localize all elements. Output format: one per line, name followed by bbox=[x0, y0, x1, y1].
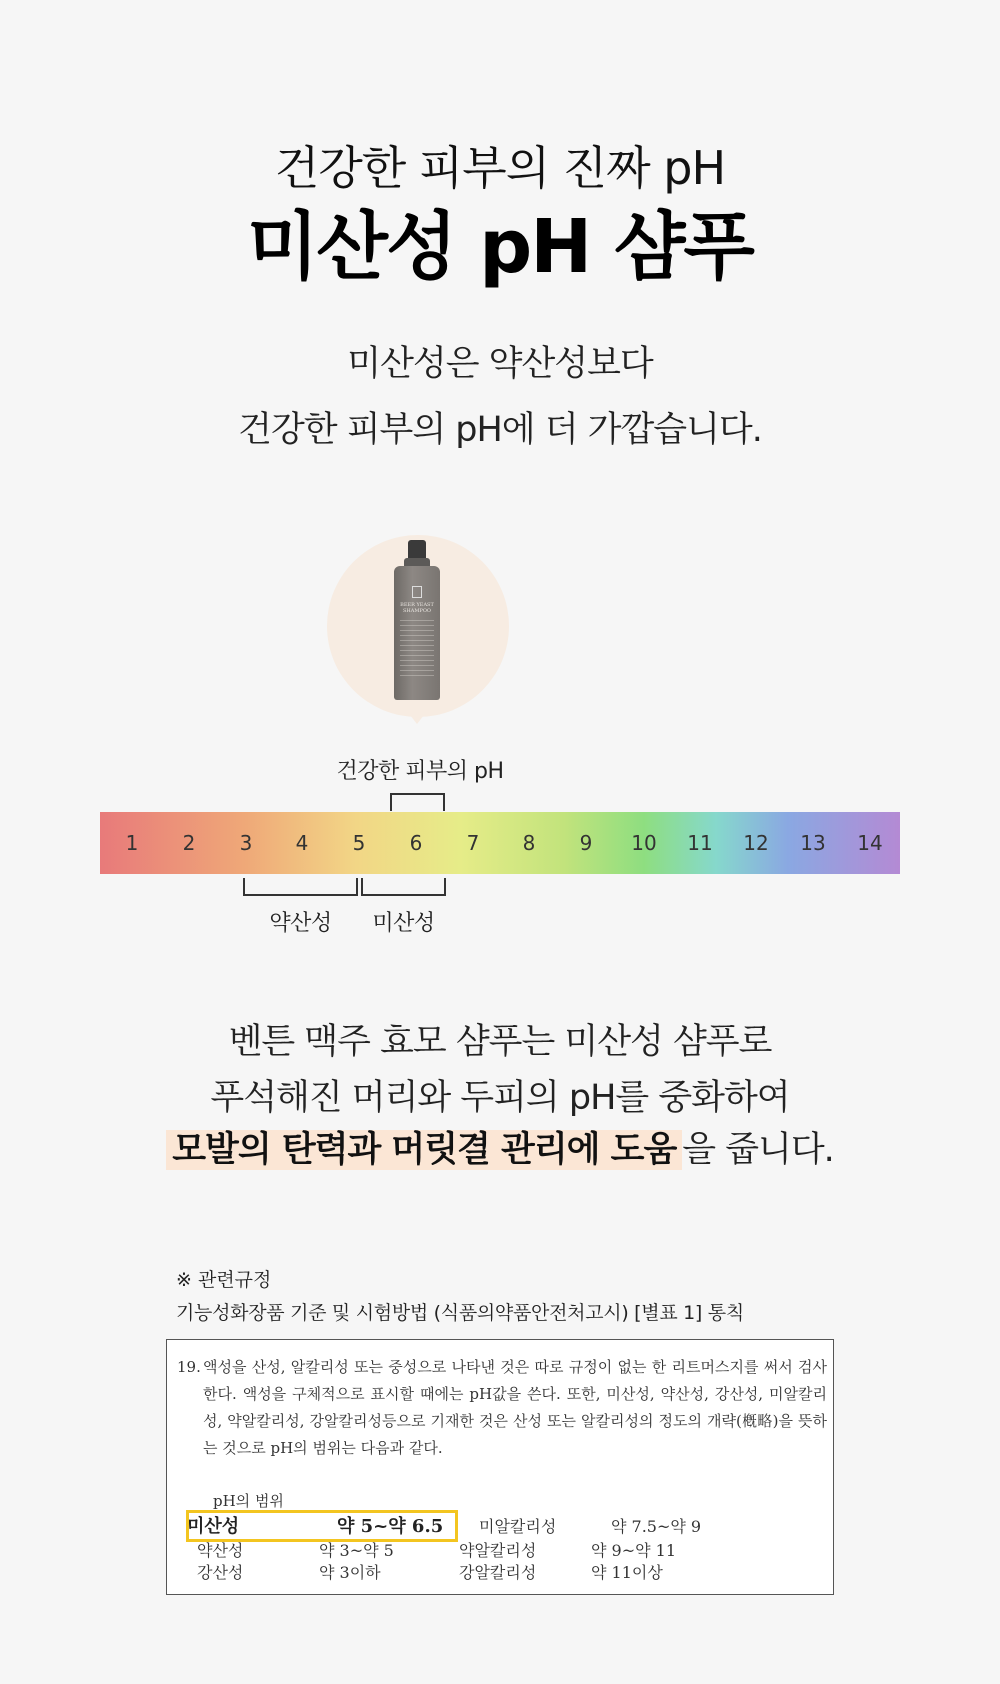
regulation-title: ※ 관련규정 bbox=[176, 1269, 272, 1291]
bottle-label: BEER YEAST SHAMPOO bbox=[400, 602, 434, 614]
acid-type: 강산성 bbox=[197, 1563, 244, 1582]
alkali-range: 약 9~약 11 bbox=[591, 1541, 677, 1560]
ph-range-row bbox=[187, 1562, 827, 1584]
ph-scale-number-6: 6 bbox=[409, 831, 423, 855]
page-subtitle: 건강한 피부의 진짜 pH bbox=[274, 141, 726, 195]
healthy-skin-bracket bbox=[390, 793, 445, 811]
regulation-paragraph bbox=[177, 1354, 827, 1462]
ph-scale-number-8: 8 bbox=[522, 831, 536, 855]
alkali-type: 약알칼리성 bbox=[459, 1541, 537, 1560]
bottle-fine-print bbox=[400, 620, 434, 680]
ph-scale-number-2: 2 bbox=[182, 831, 196, 855]
ph-scale-number-4: 4 bbox=[295, 831, 309, 855]
ph-range-title: pH의 범위 bbox=[213, 1492, 284, 1510]
product-bubble-pointer bbox=[403, 706, 431, 724]
ph-range-row bbox=[187, 1540, 827, 1562]
ph-scale-number-1: 1 bbox=[125, 831, 139, 855]
ph-scale-number-11: 11 bbox=[687, 831, 713, 855]
acid-range: 약 3이하 bbox=[319, 1563, 381, 1582]
mild-acid-bracket bbox=[361, 878, 446, 896]
acid-type: 미산성 bbox=[187, 1516, 240, 1537]
weak-acid-label: 약산성 bbox=[269, 911, 332, 936]
ph-scale-number-3: 3 bbox=[239, 831, 253, 855]
alkali-type: 강알칼리성 bbox=[459, 1563, 537, 1582]
regulation-item-number: 19. bbox=[177, 1358, 201, 1376]
page-title: 미산성 pH 샴푸 bbox=[247, 204, 753, 290]
mild-acid-row-highlight bbox=[186, 1510, 458, 1542]
ph-scale-number-12: 12 bbox=[743, 831, 769, 855]
ph-scale-number-5: 5 bbox=[352, 831, 366, 855]
weak-acid-bracket bbox=[243, 878, 358, 896]
alkali-range: 약 7.5~약 9 bbox=[611, 1517, 702, 1536]
brand-logo bbox=[412, 586, 422, 598]
body-line-3-rest: 을 줍니다. bbox=[682, 1130, 834, 1170]
acid-range: 약 3~약 5 bbox=[319, 1541, 394, 1560]
ph-scale-bar bbox=[100, 812, 900, 874]
regulation-text: 액성을 산성, 알칼리성 또는 중성으로 나타낸 것은 따로 규정이 없는 한 리트머스지를 써서 검사한다. 액성을 구체적으로 표시할 때에는 pH값을 쓴다. 또한, 미산성, 약산성, 강산성, 미알칼리성, 약알칼리성, 강알칼리성등으로 기재한 것은 산성 또는 알칼리성의 정도의 개략(槪略)을 뜻하는 것으로 pH의 범위는 다음과 같다. bbox=[203, 1358, 827, 1457]
alkali-range: 약 11이상 bbox=[591, 1563, 663, 1582]
mild-acid-label: 미산성 bbox=[372, 911, 435, 936]
lead-line-1: 미산성은 약산성보다 bbox=[347, 344, 653, 384]
regulation-source: 기능성화장품 기준 및 시험방법 (식품의약품안전처고시) [별표 1] 통칙 bbox=[176, 1302, 744, 1324]
bottle-cap bbox=[408, 540, 426, 560]
ph-scale-number-14: 14 bbox=[857, 831, 883, 855]
body-line-3 bbox=[0, 1128, 1000, 1172]
alkali-type: 미알칼리성 bbox=[479, 1517, 557, 1536]
regulation-document-image bbox=[166, 1339, 834, 1595]
highlighted-benefit: 모발의 탄력과 머릿결 관리에 도움 bbox=[166, 1130, 682, 1170]
ph-scale-number-10: 10 bbox=[631, 831, 657, 855]
lead-line-2: 건강한 피부의 pH에 더 가깝습니다. bbox=[238, 410, 762, 450]
body-line-1: 벤튼 맥주 효모 샴푸는 미산성 샴푸로 bbox=[228, 1022, 772, 1062]
acid-type: 약산성 bbox=[197, 1541, 244, 1560]
ph-scale-number-7: 7 bbox=[466, 831, 480, 855]
healthy-skin-ph-label: 건강한 피부의 pH bbox=[336, 759, 504, 784]
acid-range: 약 5~약 6.5 bbox=[337, 1516, 444, 1537]
ph-scale-number-9: 9 bbox=[579, 831, 593, 855]
body-line-2: 푸석해진 머리와 두피의 pH를 중화하여 bbox=[210, 1078, 790, 1118]
ph-scale-number-13: 13 bbox=[800, 831, 826, 855]
